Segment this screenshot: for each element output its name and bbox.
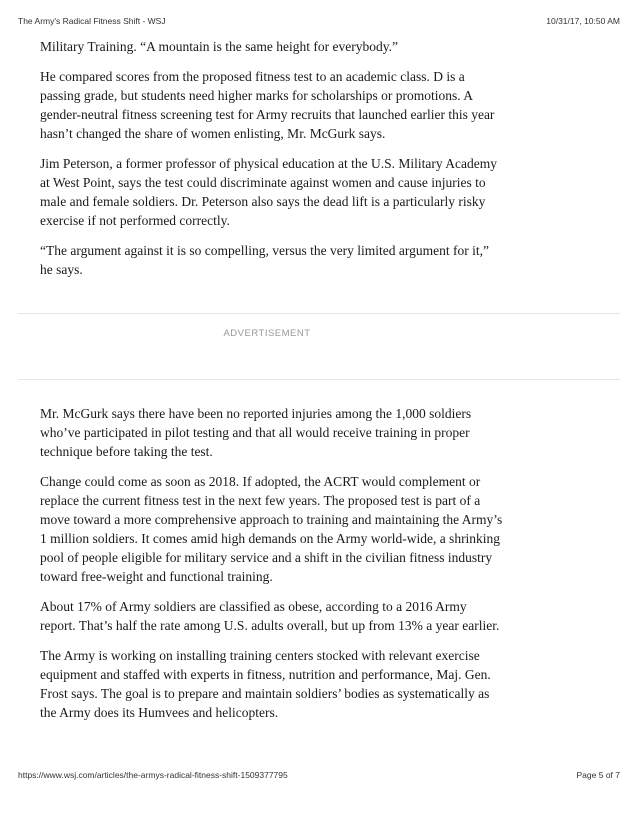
page-number: Page 5 of 7 [576,770,620,780]
article-paragraph: Jim Peterson, a former professor of physical education at the U.S. Military Academy at West Point, says the test could discriminate against women and cause injuries to male and female soldiers. Dr. Peterson also says the dead lift is a particularly risky exercise if not performed correctly. [40,156,498,228]
print-footer [18,770,620,784]
article-paragraph: “The argument against it is so compelling, versus the very limited argument for it,” he says. [40,243,490,277]
article-paragraph: Mr. McGurk says there have been no reported injuries among the 1,000 soldiers who’ve participated in pilot testing and that all would receive training in proper technique before taking the test. [40,406,472,459]
print-header [18,16,620,30]
article-paragraph: Change could come as soon as 2018. If adopted, the ACRT would complement or replace the current fitness test in the next few years. The proposed test is part of a move toward a more comprehensive approach to training and maintaining the Army’s 1 million soldiers. It comes amid high demands on the Army world-wide, a shrinking pool of people eligible for military service and a shift in the civilian fitness industry toward free-weight and functional training. [40,474,503,584]
article-paragraph: About 17% of Army soldiers are classified as obese, according to a 2016 Army report. That’s half the rate among U.S. adults overall, but up from 13% a year earlier. [40,599,500,633]
page-title: The Army's Radical Fitness Shift - WSJ [18,16,166,26]
advertisement-top-divider [18,313,620,314]
article-paragraph: The Army is working on installing training centers stocked with relevant exercise equipment and staffed with experts in fitness, nutrition and performance, Maj. Gen. Frost says. The goal is to prepare and maintain soldiers’ bodies as systematically as the Army does its Humvees and helicopters. [40,648,491,720]
advertisement-bottom-divider [18,379,620,380]
article-paragraph: Military Training. “A mountain is the same height for everybody.” [40,39,398,54]
advertisement-label: ADVERTISEMENT [223,328,311,339]
article-paragraph: He compared scores from the proposed fitness test to an academic class. D is a passing grade, but students need higher marks for scholarships or promotions. A gender-neutral fitness screening test for Army recruits that launched earlier this year hasn’t changed the share of women enlisting, Mr. McGurk says. [40,69,495,141]
article-body-top [40,37,505,290]
print-timestamp: 10/31/17, 10:50 AM [546,16,620,26]
article-body-bottom [40,404,505,733]
page-url: https://www.wsj.com/articles/the-armys-radical-fitness-shift-1509377795 [18,770,288,780]
